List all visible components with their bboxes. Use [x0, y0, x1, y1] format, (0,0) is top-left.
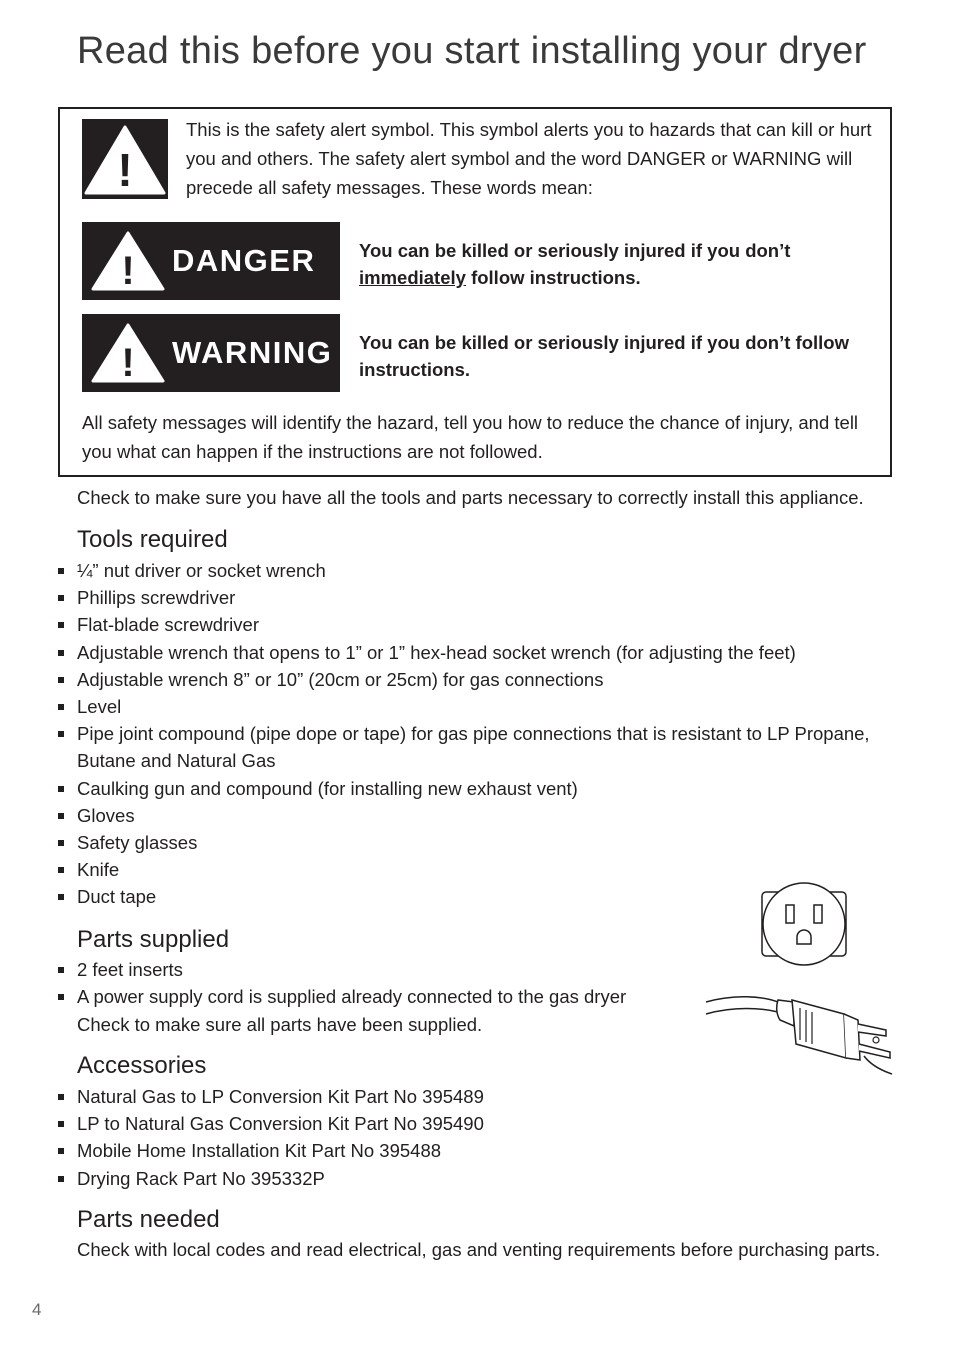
safety-alert-symbol [82, 119, 168, 199]
safety-footer-note: All safety messages will identify the hazard, tell you how to reduce the chance of injury, and tell you what can happen if the instructions are not followed. [82, 412, 859, 462]
list-item: 2 feet inserts [77, 956, 677, 983]
warning-signal-word: WARNING [172, 335, 333, 370]
power-plug-icon [704, 990, 896, 1085]
warning-description: You can be killed or seriously injured if you don’t follow instructions. [359, 332, 849, 380]
svg-text:!: ! [117, 144, 133, 196]
list-item: ¼” nut driver or socket wrench [77, 557, 907, 584]
parts-supplied-note: Check to make sure all parts have been supplied. [77, 1014, 483, 1035]
danger-signal-panel [82, 222, 340, 300]
danger-signal-word: DANGER [172, 243, 316, 278]
parts-supplied-list [77, 956, 677, 1010]
list-item: Pipe joint compound (pipe dope or tape) for gas pipe connections that is resistant to LP Propane, Butane and Natural Gas [77, 720, 907, 774]
tools-list [77, 557, 907, 911]
list-item: Natural Gas to LP Conversion Kit Part No 395489 [77, 1083, 677, 1110]
warning-signal-panel [82, 314, 340, 392]
parts-needed-text: Check with local codes and read electrical, gas and venting requirements before purchasing parts. [77, 1239, 881, 1260]
danger-text-part: You can be killed or seriously injured if you don’t [359, 240, 791, 261]
safety-message-box [58, 107, 892, 477]
page-title: Read this before you start installing your dryer [77, 30, 867, 72]
list-item: LP to Natural Gas Conversion Kit Part No 395490 [77, 1110, 677, 1137]
list-item: Gloves [77, 802, 907, 829]
danger-description [359, 237, 869, 291]
warning-triangle-icon [90, 230, 166, 292]
list-item: Adjustable wrench 8” or 10” (20cm or 25cm) for gas connections [77, 666, 907, 693]
svg-text:!: ! [121, 249, 135, 292]
danger-text-part: follow instructions. [465, 267, 641, 288]
list-item: Level [77, 693, 907, 720]
accessories-list [77, 1083, 677, 1192]
parts-supplied-heading: Parts supplied [77, 926, 230, 953]
list-item: Flat-blade screwdriver [77, 611, 907, 638]
parts-needed-heading: Parts needed [77, 1206, 220, 1233]
alert-intro-text: This is the safety alert symbol. This symbol alerts you to hazards that can kill or hurt you and others. The safety alert symbol and the word DANGER or WARNING will precede all safety messages. These words mean: [186, 119, 872, 198]
accessories-heading: Accessories [77, 1052, 207, 1079]
warning-triangle-icon [82, 119, 168, 199]
list-item: Knife [77, 856, 907, 883]
warning-triangle-icon [90, 322, 166, 384]
list-item: Caulking gun and compound (for installing new exhaust vent) [77, 775, 907, 802]
list-item: Adjustable wrench that opens to 1” or 1” hex-head socket wrench (for adjusting the feet) [77, 639, 907, 666]
list-item: Mobile Home Installation Kit Part No 395488 [77, 1137, 677, 1164]
svg-text:!: ! [121, 341, 135, 384]
list-item: Phillips screwdriver [77, 584, 907, 611]
page-number: 4 [32, 1300, 42, 1319]
electrical-outlet-icon [760, 880, 848, 973]
danger-text-emphasis: immediately [359, 267, 466, 288]
list-item: Drying Rack Part No 395332P [77, 1165, 677, 1192]
list-item: Duct tape [77, 883, 907, 910]
tools-heading: Tools required [77, 526, 228, 553]
list-item: A power supply cord is supplied already connected to the gas dryer [77, 983, 677, 1010]
list-item: Safety glasses [77, 829, 907, 856]
intro-text: Check to make sure you have all the tools and parts necessary to correctly install this appliance. [77, 487, 864, 508]
